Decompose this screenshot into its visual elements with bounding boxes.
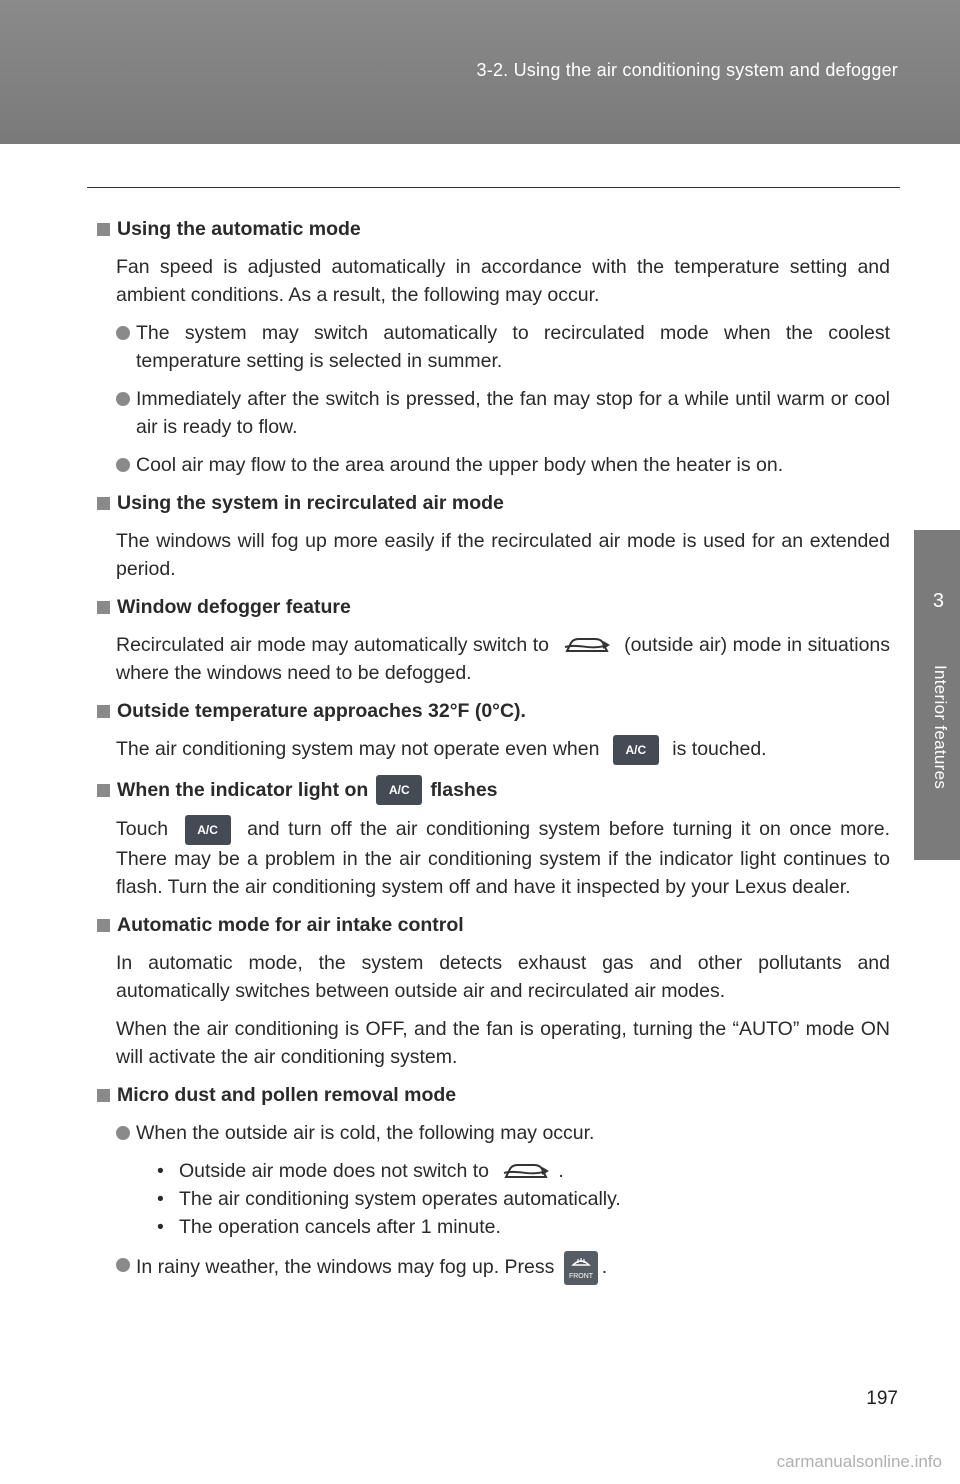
circle-bullet-icon bbox=[116, 326, 130, 340]
paragraph: Recirculated air mode may automatically switch to (outside air) mode in situations where the windows need to be defogged. bbox=[116, 634, 891, 684]
page-content bbox=[95, 215, 890, 1295]
chapter-number: 3 bbox=[932, 590, 944, 612]
ac-button-icon: A/C bbox=[376, 775, 422, 805]
circle-bullet-icon bbox=[116, 1126, 130, 1140]
ac-button-icon: A/C bbox=[613, 735, 659, 765]
section-heading: Window defogger feature bbox=[95, 593, 890, 621]
list-item: In rainy weather, the windows may fog up. Press FRONT . bbox=[116, 1251, 890, 1285]
section-heading: Using the system in recirculated air mode bbox=[95, 489, 890, 517]
front-label: FRONT bbox=[568, 1273, 593, 1280]
paragraph: The air conditioning system may not operate even when A/C is touched. bbox=[116, 735, 890, 765]
chapter-label: Interior features bbox=[931, 665, 950, 790]
square-bullet-icon bbox=[97, 784, 110, 797]
section-title: 3-2. Using the air conditioning system and defogger bbox=[476, 60, 898, 80]
square-bullet-icon bbox=[97, 919, 110, 932]
paragraph: Touch A/C and turn off the air conditioning system before turning it on once more. There may be a problem in the air conditioning system if the indicator light continues to flash. Turn the air conditioning system off and have it inspected by your Lexus dealer. bbox=[116, 815, 890, 901]
header-rule bbox=[87, 187, 900, 188]
square-bullet-icon bbox=[97, 601, 110, 614]
list-item: The system may switch automatically to recirculated mode when the coolest temperature setting is selected in summer. bbox=[116, 319, 890, 375]
list-item: Cool air may flow to the area around the upper body when the heater is on. bbox=[116, 451, 890, 479]
circle-bullet-icon bbox=[116, 392, 130, 406]
circle-bullet-icon bbox=[116, 458, 130, 472]
paragraph: When the air conditioning is OFF, and the fan is operating, turning the “AUTO” mode ON will activate the air conditioning system. bbox=[116, 1018, 890, 1068]
square-bullet-icon bbox=[97, 497, 110, 510]
paragraph: Fan speed is adjusted automatically in accordance with the temperature setting and ambient conditions. As a result, the following may occur. bbox=[116, 256, 890, 306]
section-heading: Outside temperature approaches 32°F (0°C). bbox=[95, 697, 890, 725]
section-heading: When the indicator light on A/C flashes bbox=[95, 775, 890, 805]
list-item: Immediately after the switch is pressed, the fan may stop for a while until warm or cool air is ready to flow. bbox=[116, 385, 890, 441]
list-item: When the outside air is cold, the following may occur. bbox=[116, 1119, 890, 1147]
sub-list-item: • The operation cancels after 1 minute. bbox=[157, 1216, 501, 1238]
ac-button-icon: A/C bbox=[185, 815, 231, 845]
section-heading: Micro dust and pollen removal mode bbox=[95, 1081, 890, 1109]
section-heading: Automatic mode for air intake control bbox=[95, 911, 890, 939]
watermark: carmanualsonline.info bbox=[776, 1452, 942, 1471]
outside-air-icon bbox=[500, 1159, 552, 1185]
outside-air-icon bbox=[561, 633, 613, 659]
square-bullet-icon bbox=[97, 1089, 110, 1102]
square-bullet-icon bbox=[97, 223, 110, 236]
page-number: 197 bbox=[866, 1388, 898, 1409]
section-heading: Using the automatic mode bbox=[95, 215, 890, 243]
front-defogger-icon bbox=[564, 1251, 598, 1285]
sub-list-item: • Outside air mode does not switch to . bbox=[157, 1157, 890, 1185]
paragraph: The windows will fog up more easily if the recirculated air mode is used for an extended period. bbox=[116, 530, 890, 580]
circle-bullet-icon bbox=[116, 1258, 130, 1272]
paragraph: In automatic mode, the system detects exhaust gas and other pollutants and automatically switches between outside air and recirculated air modes. bbox=[116, 952, 890, 1002]
square-bullet-icon bbox=[97, 705, 110, 718]
sub-list-item: • The air conditioning system operates automatically. bbox=[157, 1188, 621, 1210]
page-header bbox=[0, 0, 960, 144]
